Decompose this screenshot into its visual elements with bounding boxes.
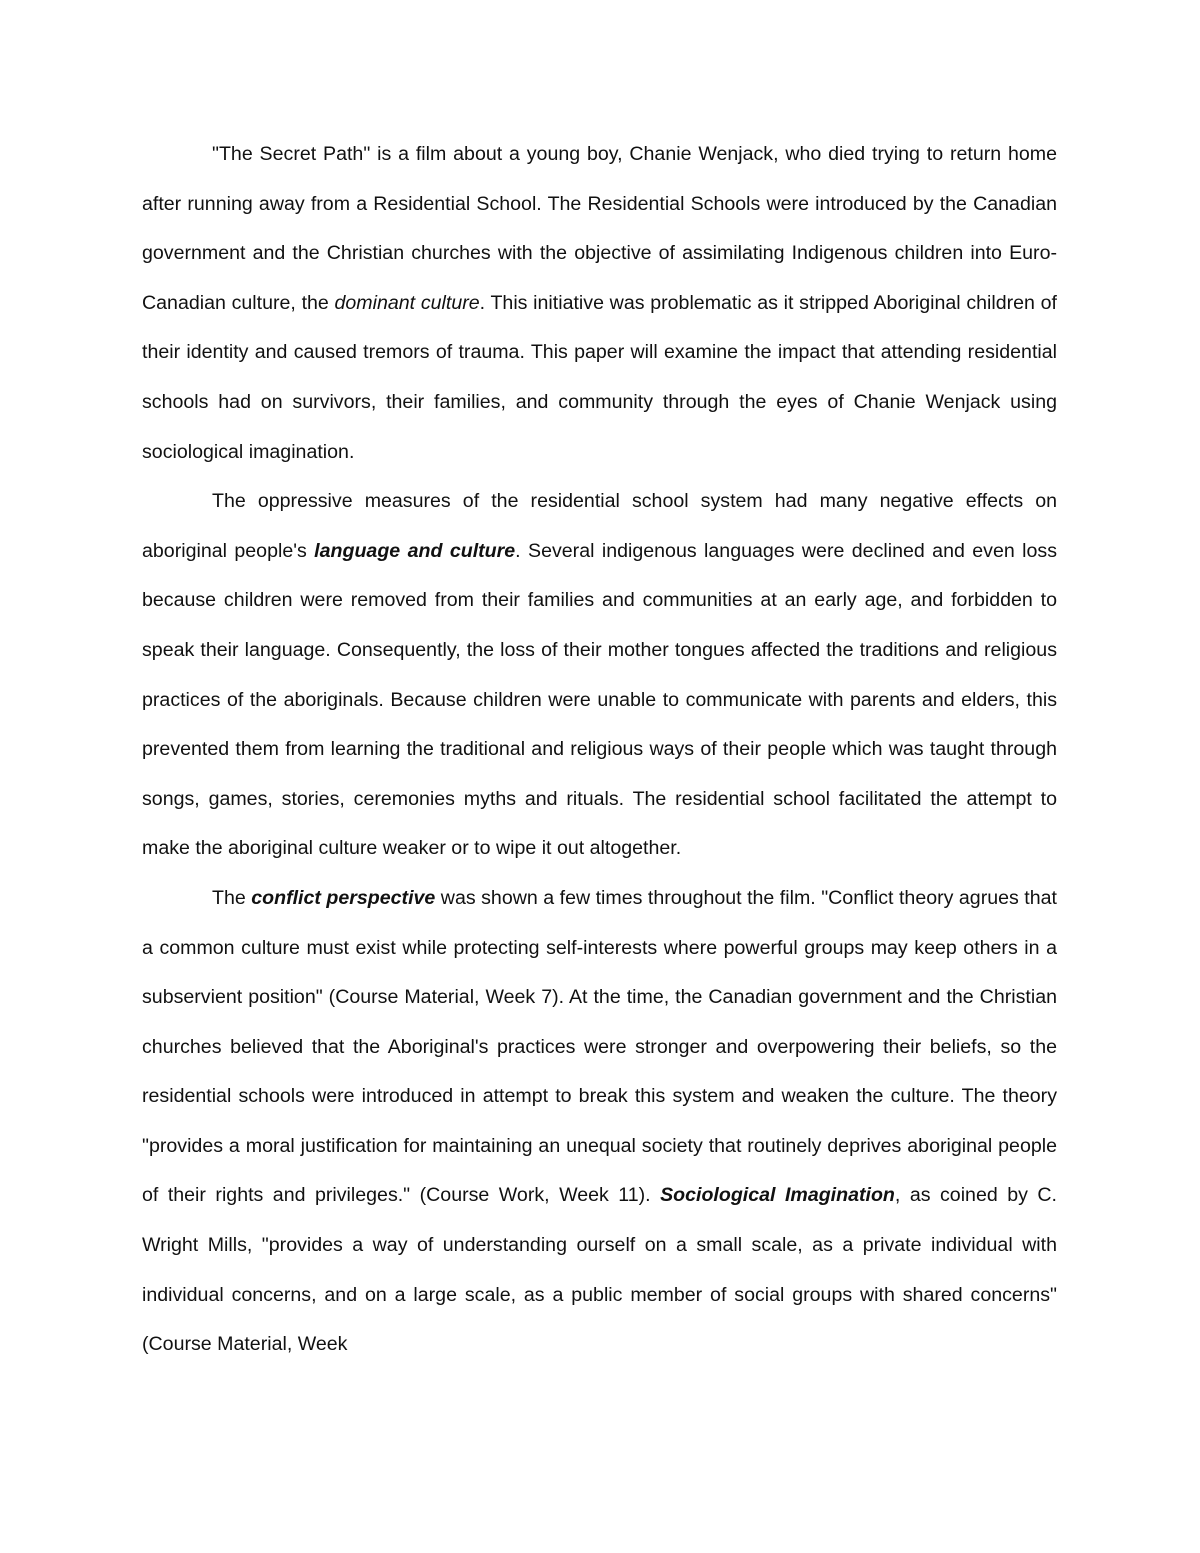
paragraph-run: The oppressive measures of the residential school system had many negative effects on aboriginal people's [142, 490, 1057, 562]
term-conflict-perspective: conflict perspective [251, 886, 436, 909]
emphasis-dominant-culture: dominant culture [334, 291, 480, 314]
paragraph-run: . Several indigenous languages were declined and even loss because children were removed from their families and communities at an early age, and forbidden to speak their language. Consequently, the loss of their mother tongues affected the traditions and religious practices of the aboriginals. Because children were unable to communicate with parents and elders, this prevented them from learning the traditional and religious ways of their people which was taught through songs, games, stories, ceremonies myths and rituals. The residential school facilitated the attempt to make the aboriginal culture weaker or to wipe it out altogether. [142, 539, 1058, 860]
paragraph-run: was shown a few times throughout the film. "Conflict theory agrues that a common culture must exist while protecting self-interests where powerful groups may keep others in a subservient position" (Course Material, Week 7). At the time, the Canadian government and the Christian churches believed that the Aboriginal's practices were stronger and overpowering their beliefs, so the residential schools were introduced in attempt to break this system and weaken the culture. The theory "provides a moral justification for maintaining an unequal society that routinely deprives aboriginal people of their rights and privileges." (Course Work, Week 11). [142, 886, 1057, 1207]
paragraph-run: "The Secret Path" is a film about a young boy, Chanie Wenjack, who died trying to return home after running away from a Residential School. The Residential Schools were introduced by the Canadian government and the Christian churches with the objective of assimilating Indigenous children into Euro-Canadian culture, the [142, 143, 1057, 314]
term-sociological-imagination: Sociological Imagination [660, 1184, 895, 1207]
paragraph-intro [142, 130, 1057, 477]
paragraph-run: The [212, 886, 252, 909]
term-language-and-culture: language and culture [314, 539, 516, 562]
paragraph-language-culture [142, 477, 1057, 874]
paragraph-run: , as coined by C. Wright Mills, "provides a way of understanding ourself on a small scale, as a private individual with individual concerns, and on a large scale, as a public member of social groups with shared concerns" (Course Material, Week [142, 1184, 1057, 1356]
document-body [142, 130, 1057, 1370]
paragraph-run: . This initiative was problematic as it stripped Aboriginal children of their identity and caused tremors of trauma. This paper will examine the impact that attending residential schools had on survivors, their families, and community through the eyes of Chanie Wenjack using sociological imagination. [142, 291, 1058, 463]
paragraph-conflict-perspective [142, 874, 1057, 1370]
